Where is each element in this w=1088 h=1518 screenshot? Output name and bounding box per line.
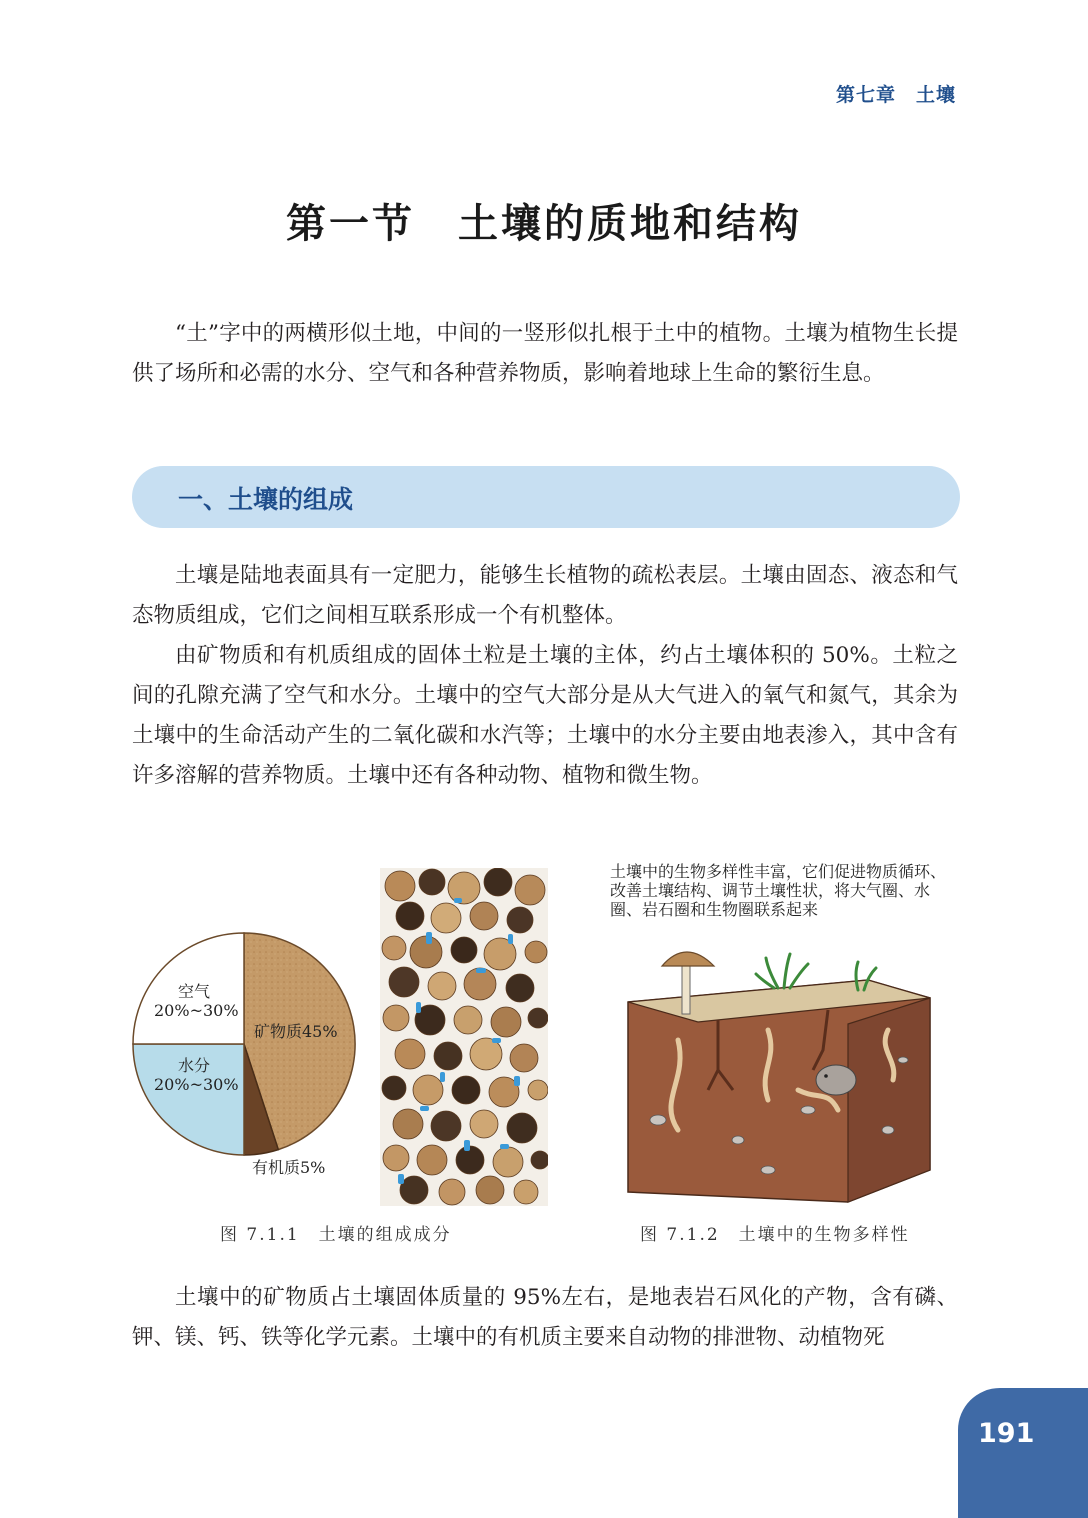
figure-7-1-1-caption: 图 7.1.1 土壤的组成成分 [220,1225,452,1245]
page-number-tab [958,1388,1088,1518]
section-title: 第一节 土壤的质地和结构 [286,201,802,247]
body-paragraph-1: 土壤是陆地表面具有一定肥力，能够生长植物的疏松表层。土壤由固态、液态和气态物质组成，它们之间相互联系形成一个有机整体。 [132,563,958,628]
organic-label: 有机质5% [252,1158,326,1177]
figure-7-1-2-caption: 图 7.1.2 土壤中的生物多样性 [640,1225,910,1245]
soil-composition-pie [126,926,362,1162]
body-paragraph-2: 由矿物质和有机质组成的固体土粒是土壤的主体，约占土壤体积的 50%。土粒之间的孔隙充满了空气和水分。土壤中的空气大部分是从大气进入的氧气和氮气，其余为土壤中的生命活动产生的二氧化碳和水汽等；土壤中的水分主要由地表渗入，其中含有许多溶解的营养物质。土壤中还有各种动物、植物和微生物。 [132,643,958,788]
subheading-bar [132,466,960,528]
biodiversity-annotation: 土壤中的生物多样性丰富，它们促进物质循环、改善土壤结构、调节土壤性状，将大气圈、水圈、岩石圈和生物圈联系起来 [610,862,947,919]
page-number: 191 [978,1418,1035,1449]
subheading-text: 一、土壤的组成 [178,485,354,514]
water-label: 水分 20%~30% [154,1056,239,1094]
bottom-paragraph: 土壤中的矿物质占土壤固体质量的 95%左右，是地表岩石风化的产物，含有磷、钾、镁、钙、铁等化学元素。土壤中的有机质主要来自动物的排泄物、动植物死 [132,1285,958,1350]
soil-biodiversity-illustration [618,940,938,1208]
air-label: 空气 20%~30% [154,982,239,1020]
mineral-label: 矿物质45% [254,1022,338,1041]
intro-paragraph: “土”字中的两横形似土地，中间的一竖形似扎根于土中的植物。土壤为植物生长提供了场所和必需的水分、空气和各种营养物质，影响着地球上生命的繁衍生息。 [132,321,958,386]
chapter-header: 第七章 土壤 [836,84,957,106]
soil-particles-illustration [380,868,548,1206]
